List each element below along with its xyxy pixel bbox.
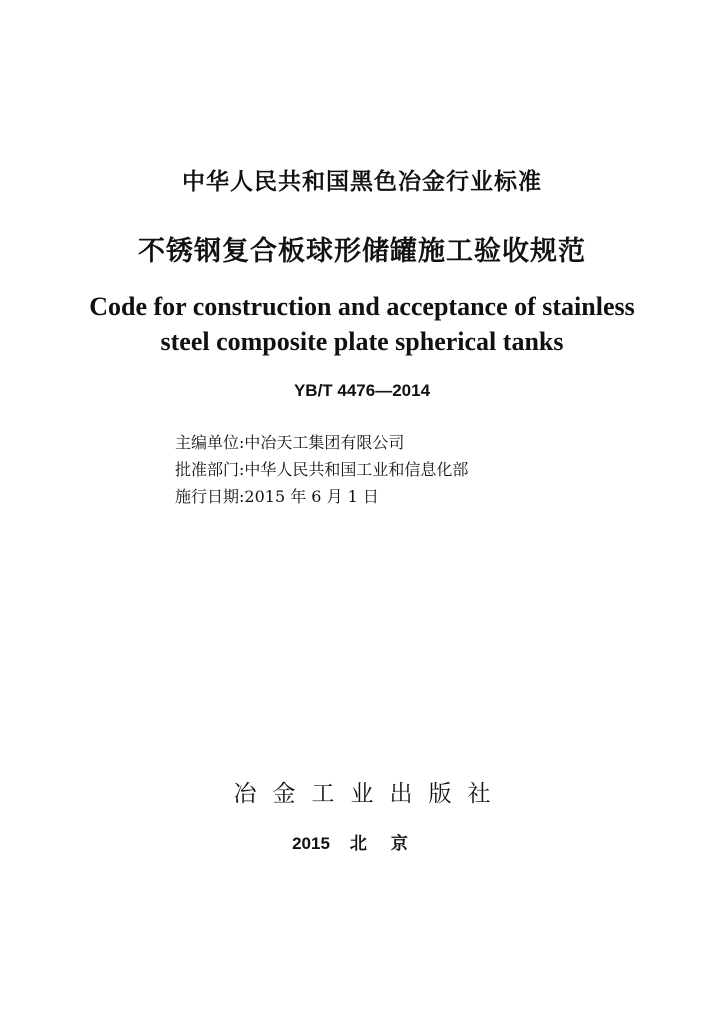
info-label: 施行日期 <box>175 487 240 506</box>
publisher-name: 冶金工业出版社 <box>233 781 507 807</box>
publication-city: 北京 <box>349 834 432 853</box>
publication-year: 2015 <box>292 834 330 853</box>
info-row-approver <box>175 456 468 483</box>
info-value: 2015 年 6 月 1 日 <box>244 487 379 506</box>
title-chinese: 不锈钢复合板球形储罐施工验收规范 <box>138 236 586 267</box>
publication-info <box>175 429 468 510</box>
standard-code: YB/T 4476—2014 <box>293 381 431 400</box>
info-separator: : <box>239 460 245 479</box>
info-label: 主编单位 <box>175 433 240 452</box>
info-label: 批准部门 <box>175 460 240 479</box>
title-english-line-2: steel composite plate spherical tanks <box>160 327 564 356</box>
info-row-editor <box>175 429 468 456</box>
info-row-effective-date <box>175 483 468 510</box>
publication-year-city <box>0 829 724 854</box>
info-separator: : <box>239 433 245 452</box>
info-separator: : <box>239 487 245 506</box>
standard-category-header: 中华人民共和国黑色冶金行业标准 <box>182 169 542 195</box>
info-value: 中华人民共和国工业和信息化部 <box>244 460 469 479</box>
info-value: 中冶天工集团有限公司 <box>244 433 405 452</box>
title-english-line-1: Code for construction and acceptance of stainless <box>89 292 635 321</box>
